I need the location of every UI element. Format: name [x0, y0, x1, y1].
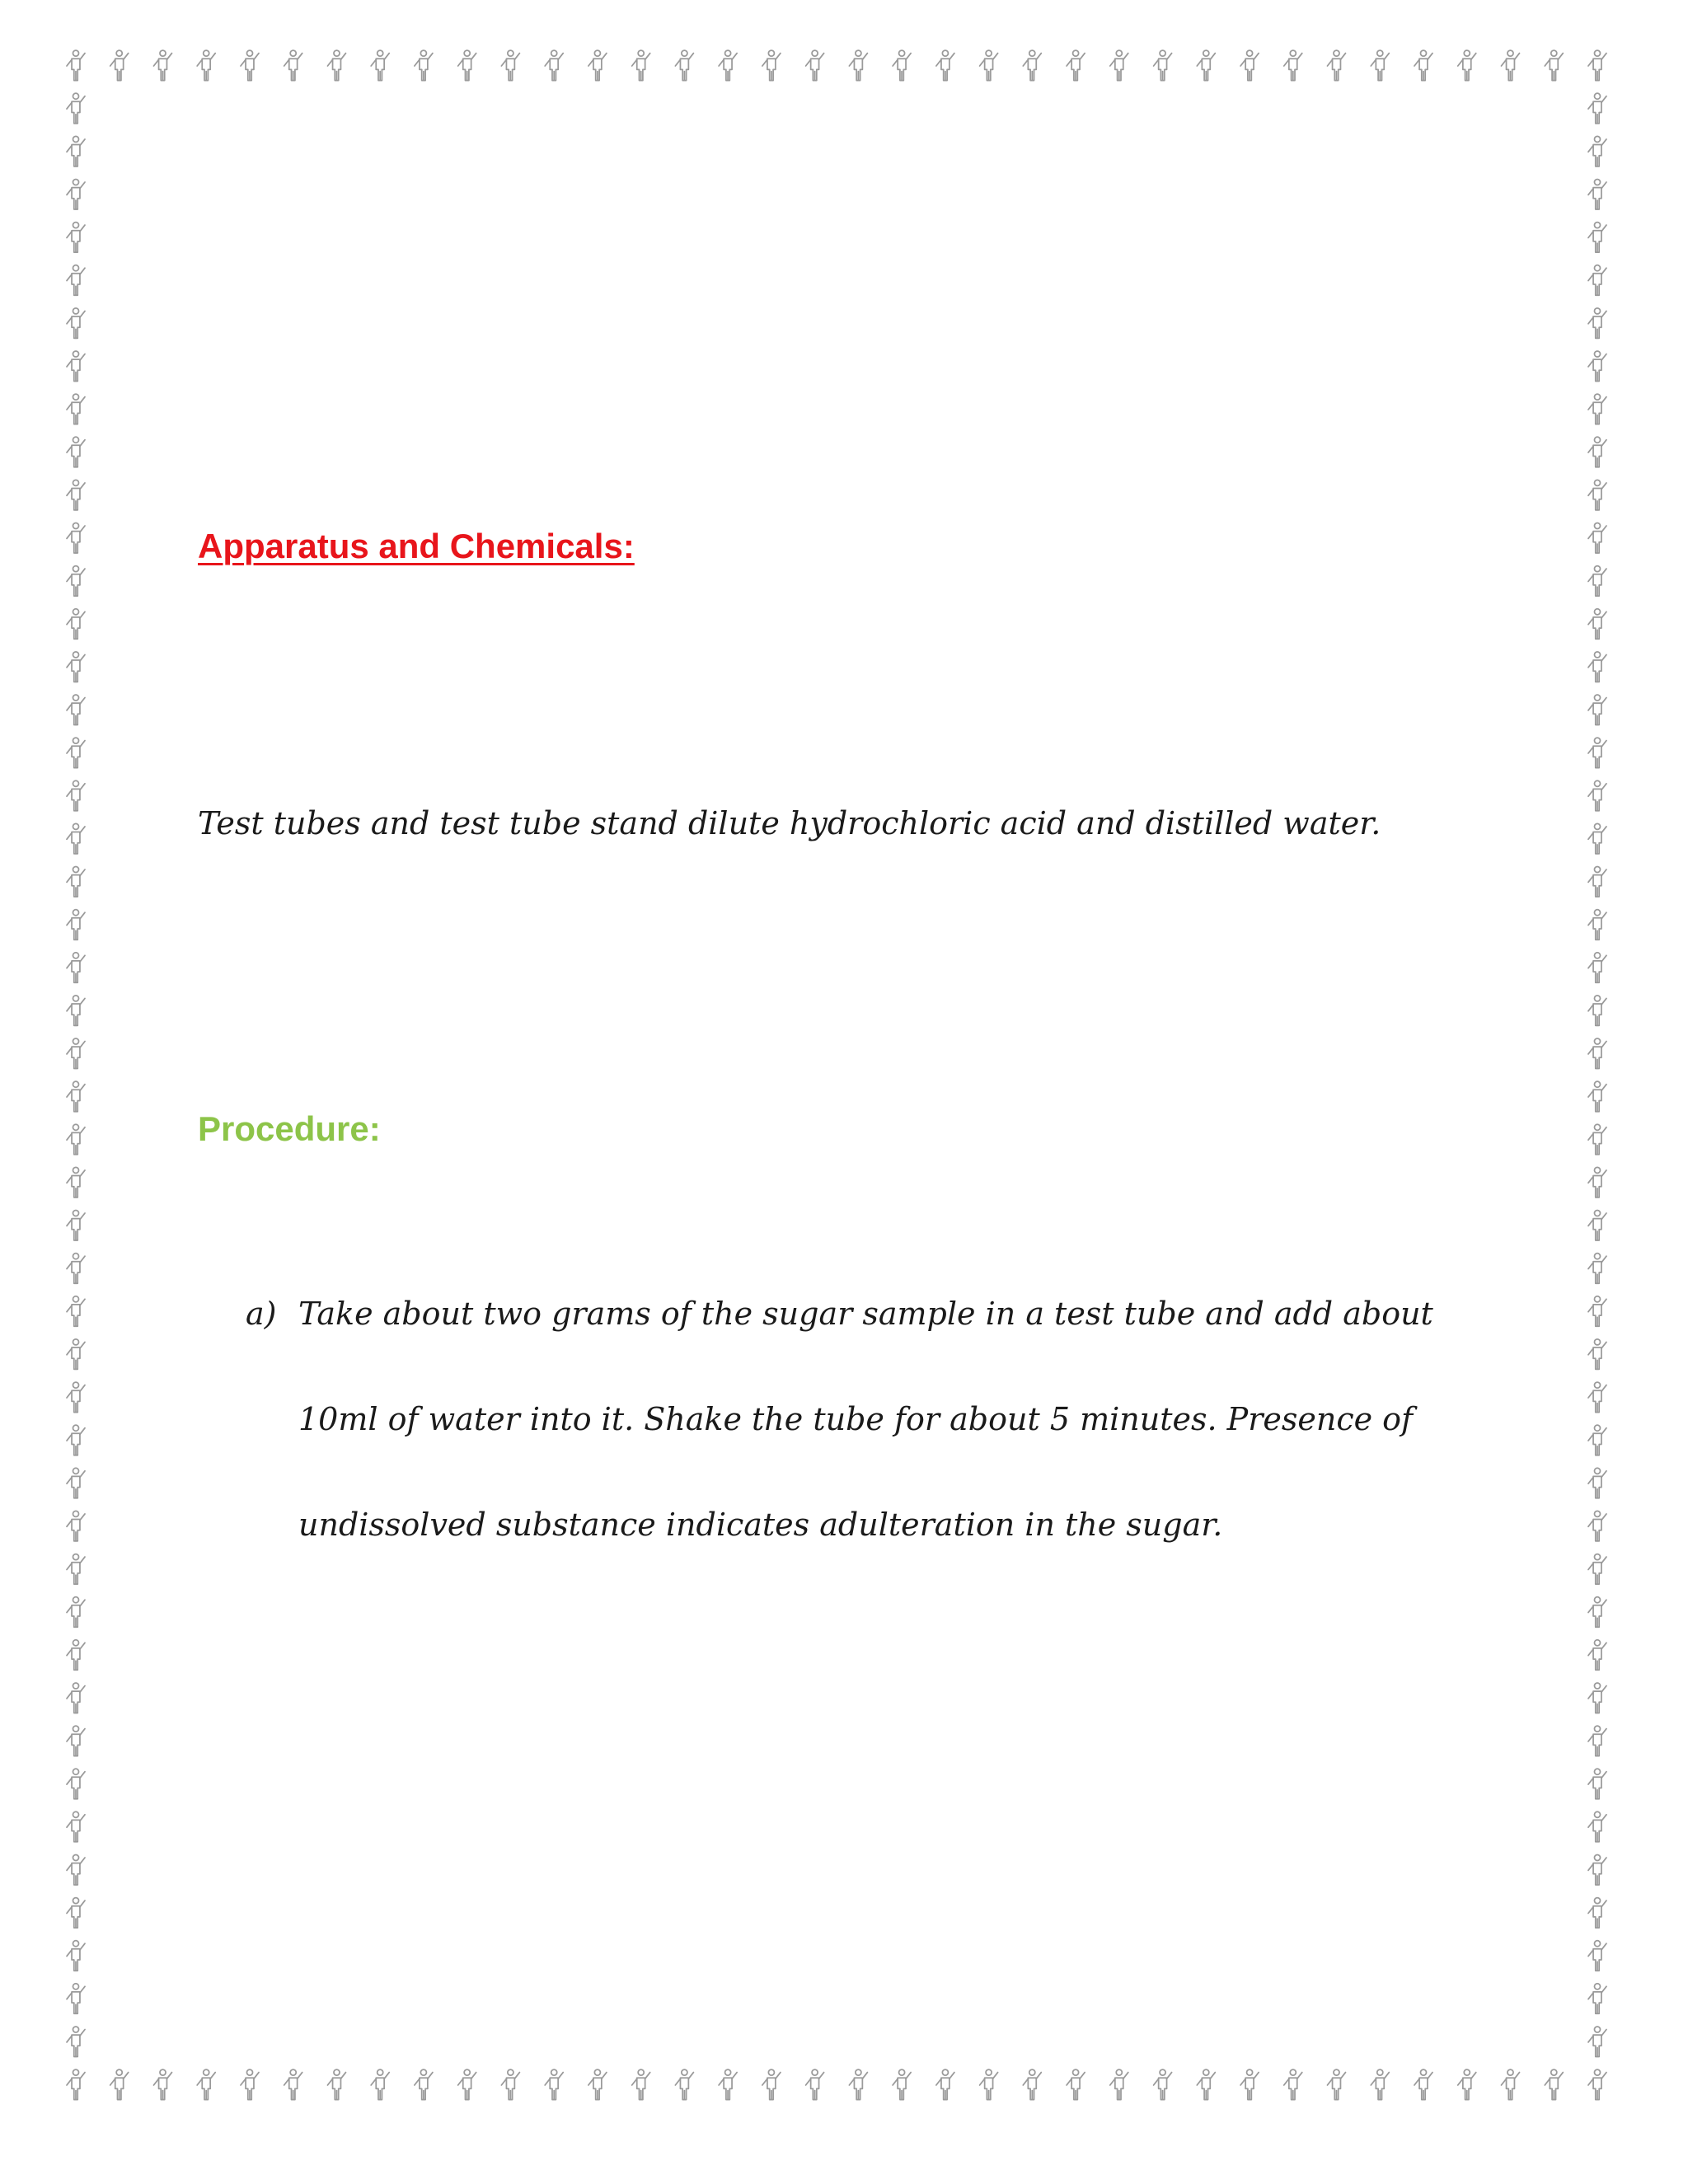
- waving-person-icon: [67, 1597, 85, 1628]
- waving-person-icon: [67, 480, 85, 510]
- waving-person-icon: [67, 1339, 85, 1370]
- waving-person-icon: [415, 50, 433, 81]
- waving-person-icon: [67, 1468, 85, 1498]
- waving-person-icon: [67, 2069, 85, 2100]
- waving-person-icon: [67, 1554, 85, 1585]
- waving-person-icon: [1588, 609, 1606, 640]
- waving-person-icon: [1588, 1683, 1606, 1713]
- waving-person-icon: [67, 1382, 85, 1413]
- waving-person-icon: [67, 780, 85, 811]
- waving-person-icon: [588, 50, 607, 81]
- waving-person-icon: [1588, 179, 1606, 209]
- waving-person-icon: [67, 523, 85, 553]
- waving-person-icon: [1588, 1554, 1606, 1585]
- waving-person-icon: [849, 50, 867, 81]
- waving-person-icon: [67, 1254, 85, 1284]
- waving-person-icon: [1588, 265, 1606, 296]
- waving-person-icon: [67, 609, 85, 640]
- waving-person-icon: [67, 1941, 85, 1971]
- waving-person-icon: [67, 866, 85, 897]
- waving-person-icon: [588, 2069, 607, 2100]
- waving-person-icon: [241, 50, 259, 81]
- waving-person-icon: [762, 50, 781, 81]
- waving-person-icon: [1588, 223, 1606, 253]
- waving-person-icon: [284, 2069, 302, 2100]
- waving-person-icon: [545, 50, 563, 81]
- waving-person-icon: [1588, 1640, 1606, 1671]
- waving-person-icon: [1588, 1511, 1606, 1541]
- waving-person-icon: [67, 351, 85, 382]
- waving-person-icon: [1588, 566, 1606, 597]
- procedure-list: [246, 1261, 1482, 1577]
- waving-person-icon: [1240, 2069, 1259, 2100]
- waving-person-icon: [1588, 1210, 1606, 1240]
- waving-person-icon: [1502, 2069, 1520, 2100]
- waving-person-icon: [936, 50, 954, 81]
- waving-person-icon: [1588, 1296, 1606, 1327]
- waving-person-icon: [1588, 1038, 1606, 1069]
- waving-person-icon: [67, 265, 85, 296]
- waving-person-icon: [1588, 1811, 1606, 1842]
- waving-person-icon: [762, 2069, 781, 2100]
- waving-person-icon: [1588, 2027, 1606, 2057]
- waving-person-icon: [1588, 1382, 1606, 1413]
- waving-person-icon: [67, 437, 85, 467]
- waving-person-icon: [67, 2027, 85, 2057]
- waving-person-icon: [458, 50, 476, 81]
- waving-person-icon: [67, 910, 85, 940]
- waving-person-icon: [501, 2069, 519, 2100]
- waving-person-icon: [1414, 2069, 1432, 2100]
- waving-person-icon: [1023, 2069, 1041, 2100]
- waving-person-icon: [154, 50, 172, 81]
- waving-person-icon: [1588, 394, 1606, 424]
- waving-person-icon: [1284, 50, 1302, 81]
- waving-person-icon: [1197, 2069, 1215, 2100]
- waving-person-icon: [1588, 1167, 1606, 1197]
- waving-person-icon: [632, 50, 650, 81]
- waving-person-icon: [415, 2069, 433, 2100]
- waving-person-icon: [67, 1726, 85, 1756]
- waving-person-icon: [1545, 50, 1563, 81]
- waving-person-icon: [67, 308, 85, 339]
- waving-person-icon: [1588, 93, 1606, 124]
- waving-person-icon: [1284, 2069, 1302, 2100]
- procedure-heading: Procedure:: [198, 1109, 381, 1148]
- waving-person-icon: [1588, 1898, 1606, 1929]
- waving-person-icon: [67, 93, 85, 124]
- waving-person-icon: [284, 50, 302, 81]
- waving-person-icon: [1588, 1984, 1606, 2014]
- waving-person-icon: [1067, 50, 1085, 81]
- waving-person-icon: [1328, 50, 1346, 81]
- waving-person-icon: [545, 2069, 563, 2100]
- waving-person-icon: [1588, 996, 1606, 1026]
- procedure-item: [246, 1261, 1482, 1577]
- waving-person-icon: [1110, 50, 1128, 81]
- waving-person-icon: [980, 50, 998, 81]
- waving-person-icon: [1588, 1081, 1606, 1112]
- waving-person-icon: [1371, 2069, 1389, 2100]
- waving-person-icon: [1588, 1941, 1606, 1971]
- waving-person-icon: [67, 1210, 85, 1240]
- waving-person-icon: [1588, 953, 1606, 983]
- waving-person-icon: [458, 2069, 476, 2100]
- waving-person-icon: [1458, 50, 1476, 81]
- waving-person-icon: [371, 50, 389, 81]
- waving-person-icon: [1588, 1726, 1606, 1756]
- waving-person-icon: [67, 179, 85, 209]
- waving-person-icon: [1588, 780, 1606, 811]
- waving-person-icon: [501, 50, 519, 81]
- waving-person-icon: [1240, 50, 1259, 81]
- waving-person-icon: [110, 50, 129, 81]
- waving-person-icon: [241, 2069, 259, 2100]
- waving-person-icon: [67, 823, 85, 854]
- waving-person-icon: [936, 2069, 954, 2100]
- waving-person-icon: [67, 1296, 85, 1327]
- waving-person-icon: [1588, 1854, 1606, 1885]
- waving-person-icon: [67, 1124, 85, 1155]
- waving-person-icon: [719, 50, 737, 81]
- waving-person-icon: [806, 50, 824, 81]
- waving-person-icon: [675, 50, 693, 81]
- waving-person-icon: [1502, 50, 1520, 81]
- waving-person-icon: [1588, 2069, 1606, 2100]
- waving-person-icon: [1588, 738, 1606, 768]
- waving-person-icon: [197, 50, 215, 81]
- waving-person-icon: [67, 1511, 85, 1541]
- waving-person-icon: [110, 2069, 129, 2100]
- waving-person-icon: [1414, 50, 1432, 81]
- waving-person-icon: [1588, 695, 1606, 725]
- waving-person-icon: [67, 394, 85, 424]
- waving-person-icon: [1588, 1425, 1606, 1455]
- waving-person-icon: [67, 1811, 85, 1842]
- waving-person-icon: [67, 1167, 85, 1197]
- waving-person-icon: [67, 1081, 85, 1112]
- waving-person-icon: [67, 953, 85, 983]
- apparatus-heading: Apparatus and Chemicals:: [198, 527, 635, 565]
- waving-person-icon: [1588, 1597, 1606, 1628]
- waving-person-icon: [1588, 823, 1606, 854]
- waving-person-icon: [1588, 1339, 1606, 1370]
- waving-person-icon: [1588, 136, 1606, 166]
- waving-person-icon: [67, 1038, 85, 1069]
- waving-person-icon: [67, 1640, 85, 1671]
- waving-person-icon: [719, 2069, 737, 2100]
- waving-person-icon: [1588, 523, 1606, 553]
- waving-person-icon: [1588, 1468, 1606, 1498]
- procedure-item-marker: a): [246, 1296, 277, 1332]
- waving-person-icon: [67, 1425, 85, 1455]
- waving-person-icon: [849, 2069, 867, 2100]
- waving-person-icon: [67, 738, 85, 768]
- waving-person-icon: [1588, 351, 1606, 382]
- waving-person-icon: [328, 50, 346, 81]
- waving-person-icon: [67, 50, 85, 81]
- apparatus-text: Test tubes and test tube stand dilute hydrochloric acid and distilled water.: [198, 805, 1381, 841]
- procedure-item-text: Take about two grams of the sugar sample in a test tube and add about 10ml of water into it. Shake the tube for about 5 minutes. Presence of undissolved substance indicates adulteration in the sugar.: [298, 1296, 1433, 1543]
- waving-person-icon: [1458, 2069, 1476, 2100]
- waving-person-icon: [1588, 50, 1606, 81]
- waving-person-icon: [154, 2069, 172, 2100]
- waving-person-icon: [1588, 1769, 1606, 1799]
- waving-person-icon: [67, 223, 85, 253]
- waving-person-icon: [980, 2069, 998, 2100]
- waving-person-icon: [197, 2069, 215, 2100]
- waving-person-icon: [1588, 910, 1606, 940]
- waving-person-icon: [1588, 652, 1606, 682]
- waving-person-icon: [1328, 2069, 1346, 2100]
- waving-person-icon: [67, 1854, 85, 1885]
- waving-person-icon: [1023, 50, 1041, 81]
- waving-person-icon: [67, 996, 85, 1026]
- waving-person-icon: [67, 1984, 85, 2014]
- waving-person-icon: [1588, 437, 1606, 467]
- waving-person-icon: [328, 2069, 346, 2100]
- waving-person-icon: [67, 695, 85, 725]
- waving-person-icon: [806, 2069, 824, 2100]
- waving-person-icon: [67, 1769, 85, 1799]
- waving-person-icon: [1197, 50, 1215, 81]
- waving-person-icon: [67, 1683, 85, 1713]
- waving-person-icon: [67, 652, 85, 682]
- waving-person-icon: [1588, 308, 1606, 339]
- waving-person-icon: [67, 566, 85, 597]
- waving-person-icon: [1067, 2069, 1085, 2100]
- waving-person-icon: [1110, 2069, 1128, 2100]
- waving-person-icon: [1588, 480, 1606, 510]
- waving-person-icon: [67, 136, 85, 166]
- waving-person-icon: [1154, 2069, 1172, 2100]
- waving-person-icon: [893, 50, 911, 81]
- waving-person-icon: [67, 1898, 85, 1929]
- waving-person-icon: [1588, 1124, 1606, 1155]
- waving-person-icon: [371, 2069, 389, 2100]
- waving-person-icon: [1154, 50, 1172, 81]
- waving-person-icon: [632, 2069, 650, 2100]
- waving-person-icon: [1371, 50, 1389, 81]
- waving-person-icon: [893, 2069, 911, 2100]
- waving-person-icon: [675, 2069, 693, 2100]
- waving-person-icon: [1545, 2069, 1563, 2100]
- waving-person-icon: [1588, 1254, 1606, 1284]
- waving-person-icon: [1588, 866, 1606, 897]
